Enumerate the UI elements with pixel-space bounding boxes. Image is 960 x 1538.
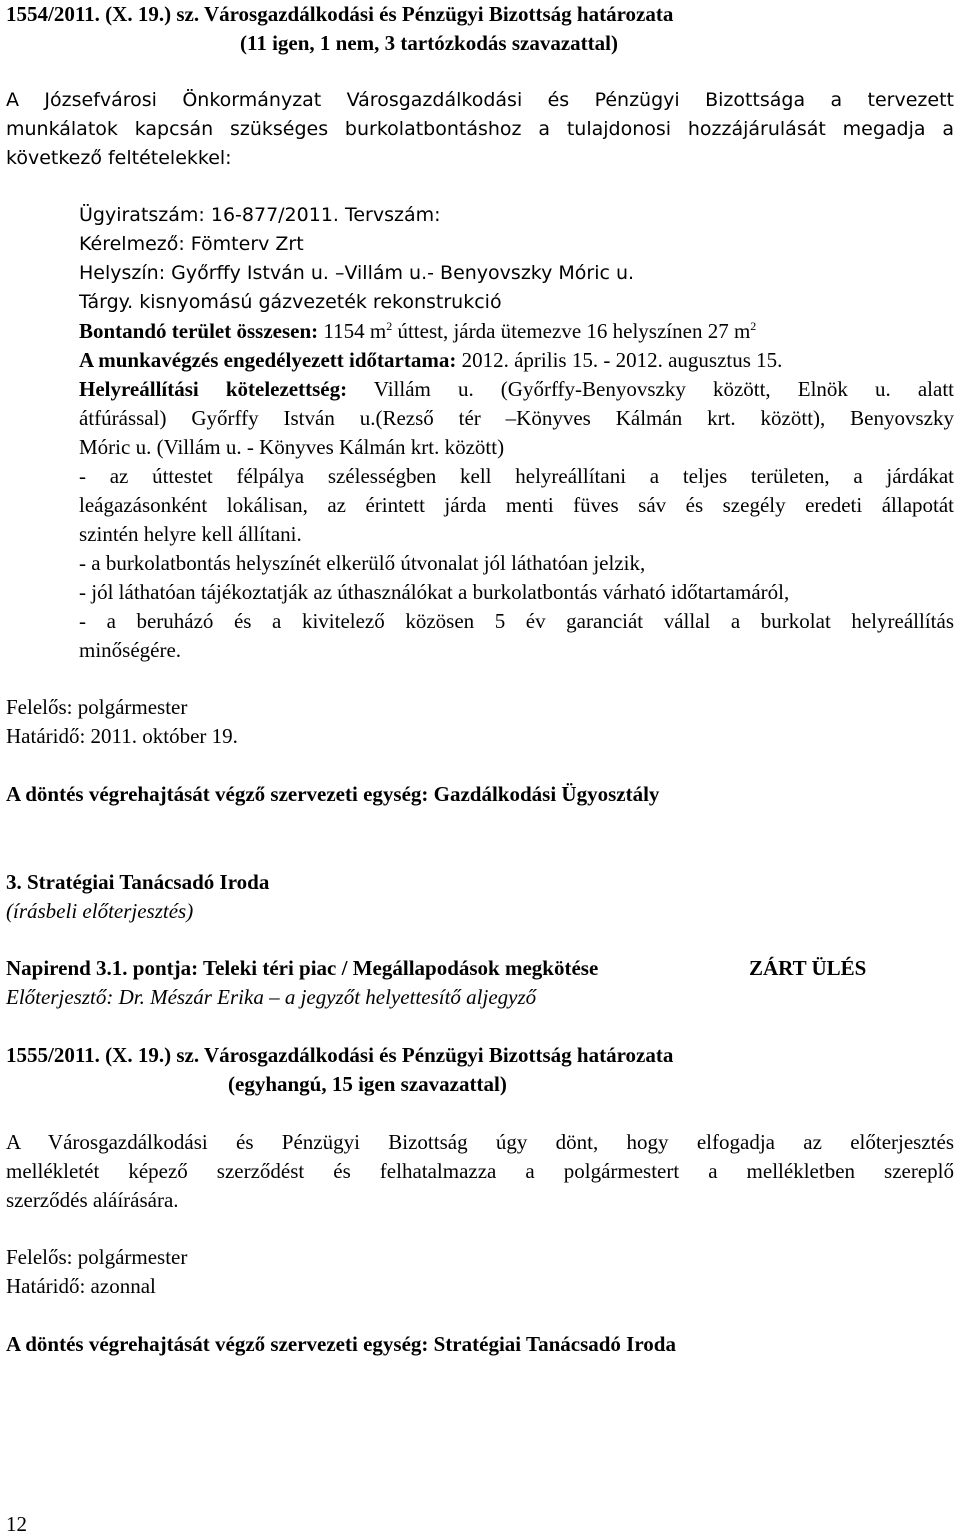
resolution-2-deadline: Határidő: azonnal <box>6 1274 156 1298</box>
restore-obligation-line-2: átfúrással) Győrffy István u.(Rezső tér –Könyves Kálmán krt. között), Benyovszky <box>79 406 954 430</box>
case-number: Ügyiratszám: 16-877/2011. Tervszám: <box>79 204 441 226</box>
section-3-subtitle: (írásbeli előterjesztés) <box>6 899 194 923</box>
resolution-1-committee: Városgazdálkodási és Pénzügyi Bizottság határozata <box>203 2 674 26</box>
work-duration-label: A munkavégzés engedélyezett időtartama: <box>79 348 457 372</box>
condition-line-4: - a burkolatbontás helyszínét elkerülő útvonalat jól láthatóan jelzik, <box>79 551 646 575</box>
work-duration <box>79 346 782 374</box>
resolution-1-intro-line-2: munkálatok kapcsán szükséges burkolatbontáshoz a tulajdonosi hozzájárulását megadja a <box>6 118 954 140</box>
resolution-1-responsible: Felelős: polgármester <box>6 695 188 719</box>
agenda-item: Napirend 3.1. pontja: Teleki téri piac / Megállapodások megkötése <box>6 956 599 980</box>
presenter: Előterjesztő: Dr. Mészár Erika – a jegyzőt helyettesítő aljegyző <box>6 985 537 1009</box>
resolution-1-intro-line-3: következő feltételekkel: <box>6 147 232 169</box>
closed-session-label: ZÁRT ÜLÉS <box>749 956 867 980</box>
area-total-value-a: 1154 m <box>318 319 387 343</box>
resolution-2-body-line-1: A Városgazdálkodási és Pénzügyi Bizottság úgy dönt, hogy elfogadja az előterjesztés <box>6 1130 954 1154</box>
resolution-2-committee: Városgazdálkodási és Pénzügyi Bizottság határozata <box>203 1043 674 1067</box>
resolution-2-body-line-3: szerződés aláírására. <box>6 1188 179 1212</box>
restore-obligation-line-1 <box>79 375 954 403</box>
restore-obligation-line-3: Móric u. (Villám u. - Könyves Kálmán krt. között) <box>79 435 505 459</box>
work-duration-value: 2012. április 15. - 2012. augusztus 15. <box>456 348 783 372</box>
resolution-1-number: 1554/2011. (X. 19.) sz. <box>6 2 204 26</box>
restore-obligation-label: Helyreállítási kötelezettség: <box>79 377 348 401</box>
condition-line-6: - a beruházó és a kivitelező közösen 5 év garanciát vállal a burkolat helyreállítás <box>79 609 954 633</box>
resolution-2-vote: (egyhangú, 15 igen szavazattal) <box>228 1072 507 1096</box>
condition-line-3: szintén helyre kell állítani. <box>79 522 302 546</box>
resolution-2-body-line-2: mellékletét képező szerződést és felhatalmazza a polgármestert a mellékletben szereplő <box>6 1159 954 1183</box>
resolution-1-deadline: Határidő: 2011. október 19. <box>6 724 238 748</box>
condition-line-5: - jól láthatóan tájékoztatják az úthasználókat a burkolatbontás várható időtartamáról, <box>79 580 790 604</box>
section-3-title: 3. Stratégiai Tanácsadó Iroda <box>6 870 270 894</box>
resolution-2-responsible: Felelős: polgármester <box>6 1245 188 1269</box>
area-unit-sup-b: 2 <box>750 319 757 333</box>
condition-line-7: minőségére. <box>79 638 182 662</box>
resolution-2-header <box>6 1041 673 1069</box>
resolution-2-executor: A döntés végrehajtását végző szervezeti egység: Stratégiai Tanácsadó Iroda <box>6 1332 676 1356</box>
page-number: 12 <box>6 1512 27 1536</box>
area-total <box>79 317 756 345</box>
area-total-label: Bontandó terület összesen: <box>79 319 319 343</box>
condition-line-1: - az úttestet félpálya szélességben kell helyreállítani a teljes területen, a járdákat <box>79 464 954 488</box>
location: Helyszín: Győrffy István u. –Villám u.- Benyovszky Móric u. <box>79 262 635 284</box>
resolution-1-intro-line-1: A Józsefvárosi Önkormányzat Városgazdálkodási és Pénzügyi Bizottsága a tervezett <box>6 89 954 111</box>
applicant: Kérelmező: Fömterv Zrt <box>79 233 304 255</box>
resolution-1-vote: (11 igen, 1 nem, 3 tartózkodás szavazattal) <box>240 31 618 55</box>
area-unit-sup-a: 2 <box>386 319 393 333</box>
resolution-2-number: 1555/2011. (X. 19.) sz. <box>6 1043 204 1067</box>
condition-line-2: leágazásonként lokálisan, az érintett járda menti füves sáv és szegély eredeti állapotát <box>79 493 954 517</box>
subject: Tárgy. kisnyomású gázvezeték rekonstrukció <box>79 291 502 313</box>
area-total-value-b: úttest, járda ütemezve 16 helyszínen 27 m <box>392 319 751 343</box>
resolution-1-header <box>6 0 673 28</box>
resolution-1-executor: A döntés végrehajtását végző szervezeti egység: Gazdálkodási Ügyosztály <box>6 782 660 806</box>
restore-obligation-text-1: Villám u. (Győrffy-Benyovszky között, Elnök u. alatt <box>347 377 954 401</box>
